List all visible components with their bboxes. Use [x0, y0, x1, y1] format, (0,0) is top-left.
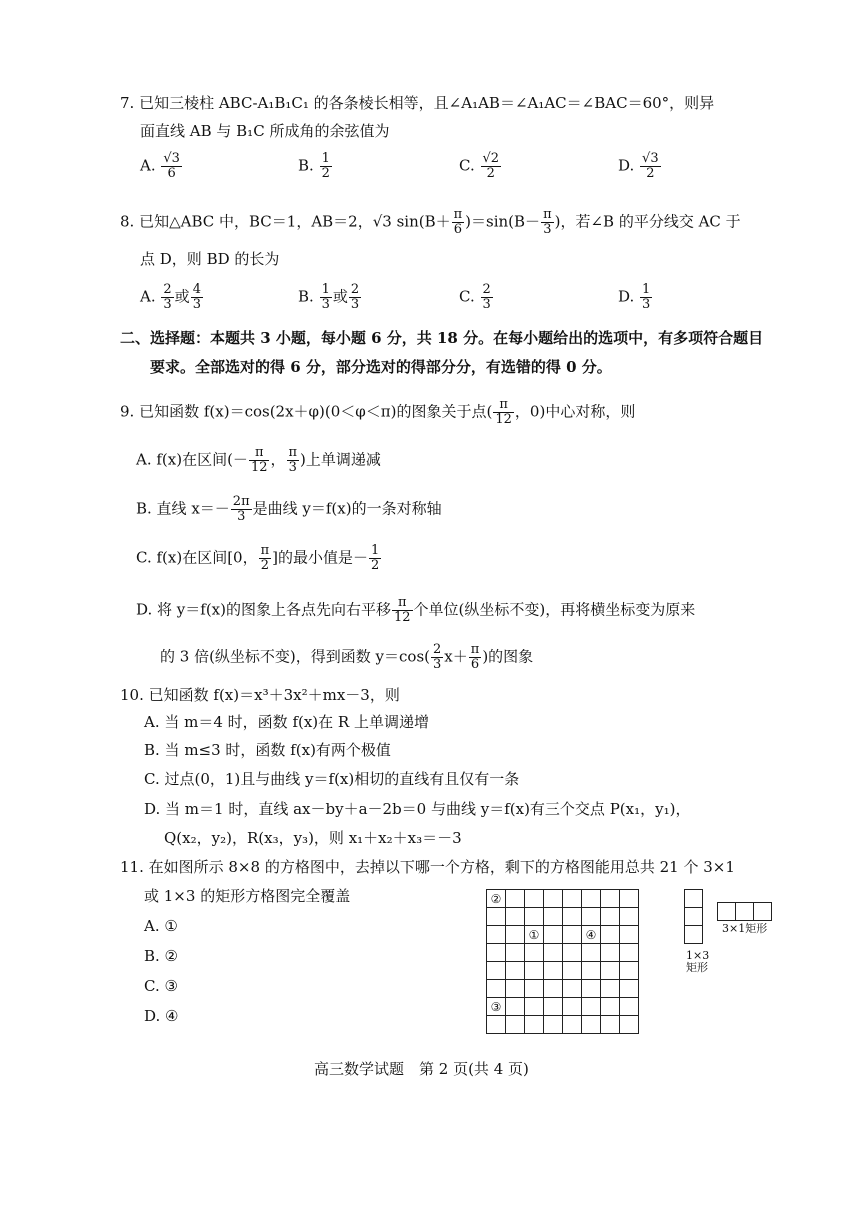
rect-1x3-label-b: 矩形 [686, 961, 708, 974]
q9-option-a: A. f(x)在区间(－ $\frac{\pi}{12}$ ， $\frac{\pi}{3}$ )上单调递减 [136, 445, 381, 475]
q8-stem-line2: 点 D，则 BD 的长为 [140, 250, 280, 268]
q8-option-b: B. $\frac{1}{3}$ 或 $\frac{2}{3}$ [298, 282, 360, 312]
q10-option-b: B. 当 m≤3 时，函数 f(x)有两个极值 [144, 741, 391, 759]
q7-option-a [140, 152, 183, 181]
fraction: $\frac{\pi}{3}$ [543, 207, 552, 237]
fraction: $\frac{√2}{2}$ [482, 151, 500, 181]
q11-option-c: C. ③ [144, 977, 178, 995]
q7-option-b: B. $\frac{1}{2}$ [298, 151, 330, 181]
rect-3x1-label: 3×1矩形 [722, 922, 768, 935]
fraction: $\frac{√3}{2}$ [642, 151, 659, 181]
fraction: $\frac{√3}{6}$ [163, 151, 180, 181]
q11-stem-line1: 11. 在如图所示 8×8 的方格图中，去掉以下哪一个方格，剩下的方格图能用总共 21 个 3×1 [120, 858, 735, 876]
grid-mark-4: ④ [582, 926, 601, 944]
grid-8x8 [486, 889, 639, 1034]
q9-stem: 9. 已知函数 f(x)＝cos(2x＋φ)(0＜φ＜π)的图象关于点( $\frac{\pi}{12}$ ，0)中心对称，则 [120, 397, 636, 427]
q11-stem-line2: 或 1×3 的矩形方格图完全覆盖 [144, 887, 351, 905]
rect-1x3-vertical [684, 889, 703, 944]
q7-stem-line1: 7. 已知三棱柱 ABC-A₁B₁C₁ 的各条棱长相等，且∠A₁AB＝∠A₁AC＝∠BAC＝60°，则异 [120, 94, 715, 112]
section2-heading-line2: 要求。全部选对的得 6 分，部分选对的得部分分，有选错的得 0 分。 [150, 358, 612, 376]
q10-option-d-line2: Q(x₂，y₂)，R(x₃，y₃)，则 x₁＋x₂＋x₃＝－3 [164, 829, 462, 847]
q11-option-d: D. ④ [144, 1007, 179, 1025]
grid-mark-2: ② [487, 890, 506, 908]
option-label: A. [140, 156, 156, 175]
q7-option-c: C. $\frac{√2}{2}$ [459, 151, 500, 181]
q10-stem: 10. 已知函数 f(x)＝x³＋3x²＋mx－3，则 [120, 686, 400, 704]
grid-mark-1: ① [525, 926, 544, 944]
q7-option-d: D. $\frac{√3}{2}$ [618, 151, 659, 181]
q10-option-c: C. 过点(0，1)且与曲线 y＝f(x)相切的直线有且仅有一条 [144, 770, 520, 788]
page-footer: 高三数学试题 第 2 页(共 4 页) [314, 1060, 529, 1078]
q11-option-a: A. ① [144, 917, 178, 935]
section2-heading-line1: 二、选择题：本题共 3 小题，每小题 6 分，共 18 分。在每小题给出的选项中，有多项符合题目 [120, 329, 764, 347]
q8-option-c: C. $\frac{2}{3}$ [459, 282, 491, 312]
fraction: $\frac{1}{2}$ [321, 151, 330, 181]
q11-option-b: B. ② [144, 947, 179, 965]
rect-1x3-label-a: 1×3 [686, 949, 710, 962]
grid-mark-3: ③ [487, 998, 506, 1016]
q7-stem-line2: 面直线 AB 与 B₁C 所成角的余弦值为 [140, 122, 390, 140]
q8-stem-line1: 8. 已知△ABC 中，BC＝1，AB＝2，√3 sin(B＋ $\frac{\pi}{6}$ )＝sin(B－ $\frac{\pi}{3}$ )，若∠B 的平分线交 AC 于 [120, 207, 741, 237]
q10-option-d-line1: D. 当 m＝1 时，直线 ax－by＋a－2b＝0 与曲线 y＝f(x)有三个交点 P(x₁，y₁)， [144, 800, 691, 818]
q9-option-d-line1: D. 将 y＝f(x)的图象上各点先向右平移 $\frac{\pi}{12}$ 个单位(纵坐标不变)，再将横坐标变为原来 [136, 595, 696, 625]
q9-option-c: C. f(x)在区间[0， $\frac{\pi}{2}$ ]的最小值是－ $\frac{1}{2}$ [136, 543, 380, 573]
q9-option-d-line2: 的 3 倍(纵坐标不变)，得到函数 y＝cos( $\frac{2}{3}$ x＋ $\frac{\pi}{6}$ )的图象 [160, 642, 534, 672]
rect-3x1-horizontal [717, 902, 772, 921]
q10-option-a: A. 当 m＝4 时，函数 f(x)在 R 上单调递增 [144, 713, 429, 731]
q8-option-d: D. $\frac{1}{3}$ [618, 282, 651, 312]
fraction: $\frac{\pi}{6}$ [453, 207, 463, 237]
q9-option-b: B. 直线 x＝－ $\frac{2\pi}{3}$ 是曲线 y＝f(x)的一条对称轴 [136, 494, 442, 524]
q8-option-a: A. $\frac{2}{3}$ 或 $\frac{4}{3}$ [140, 282, 201, 312]
